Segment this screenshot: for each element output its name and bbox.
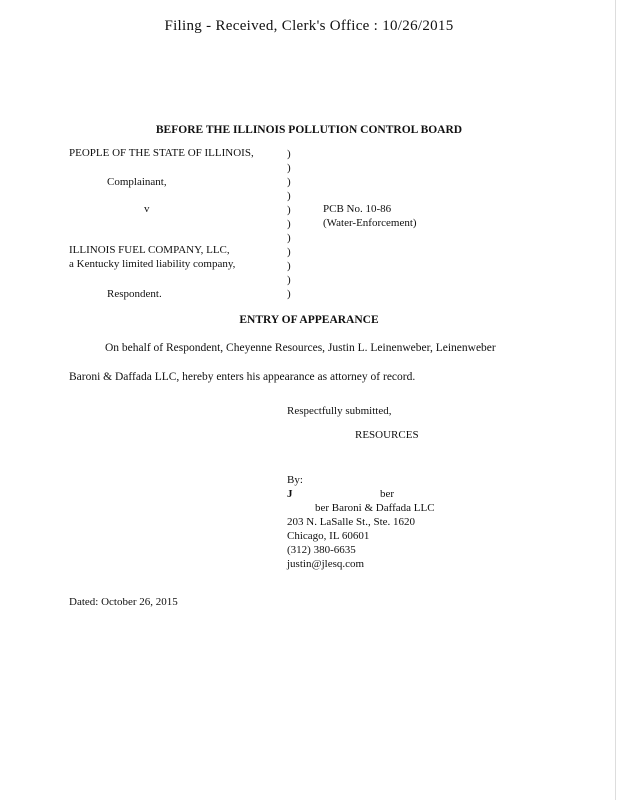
by-label: By: xyxy=(287,474,303,486)
caption-paren: ) xyxy=(287,190,291,202)
filing-stamp: Filing - Received, Clerk's Office : 10/26/2015 xyxy=(164,18,454,34)
caption-paren: ) xyxy=(287,218,291,230)
attorney-initial: J xyxy=(287,488,293,500)
email-address: justin@jlesq.com xyxy=(287,558,365,570)
address-line: 203 N. LaSalle St., Ste. 1620 xyxy=(287,516,416,528)
date-line: Dated: October 26, 2015 xyxy=(69,596,178,608)
caption-paren: ) xyxy=(287,260,291,272)
paragraph-line: Baroni & Daffada LLC, hereby enters his appearance as attorney of record. xyxy=(69,371,416,383)
attorney-name-fragment: ber xyxy=(380,488,395,500)
caption-paren: ) xyxy=(287,162,291,174)
plaintiff-role: Complainant, xyxy=(107,176,167,188)
closing: Respectfully submitted, xyxy=(287,405,392,417)
board-title: BEFORE THE ILLINOIS POLLUTION CONTROL BOARD xyxy=(155,124,463,136)
caption-paren: ) xyxy=(287,232,291,244)
caption-paren: ) xyxy=(287,204,291,216)
paragraph-line: On behalf of Respondent, Cheyenne Resources, Justin L. Leinenweber, Leinenweber xyxy=(105,342,496,354)
defendant-description: a Kentucky limited liability company, xyxy=(69,258,236,270)
case-number: PCB No. 10-86 xyxy=(323,203,392,215)
caption-paren: ) xyxy=(287,274,291,286)
firm-name: ber Baroni & Daffada LLC xyxy=(315,502,435,514)
caption-paren: ) xyxy=(287,176,291,188)
caption-paren: ) xyxy=(287,148,291,160)
page-edge xyxy=(615,0,616,800)
address-line: Chicago, IL 60601 xyxy=(287,530,370,542)
phone-number: (312) 380-6635 xyxy=(287,544,356,556)
case-type: (Water-Enforcement) xyxy=(323,217,417,229)
plaintiff-name: PEOPLE OF THE STATE OF ILLINOIS, xyxy=(69,147,254,159)
defendant-name: ILLINOIS FUEL COMPANY, LLC, xyxy=(69,244,230,256)
defendant-role: Respondent. xyxy=(107,288,162,300)
document-heading: ENTRY OF APPEARANCE xyxy=(239,314,379,326)
caption-paren: ) xyxy=(287,288,291,300)
versus: v xyxy=(144,203,150,215)
client-name: RESOURCES xyxy=(355,429,419,441)
caption-paren: ) xyxy=(287,246,291,258)
